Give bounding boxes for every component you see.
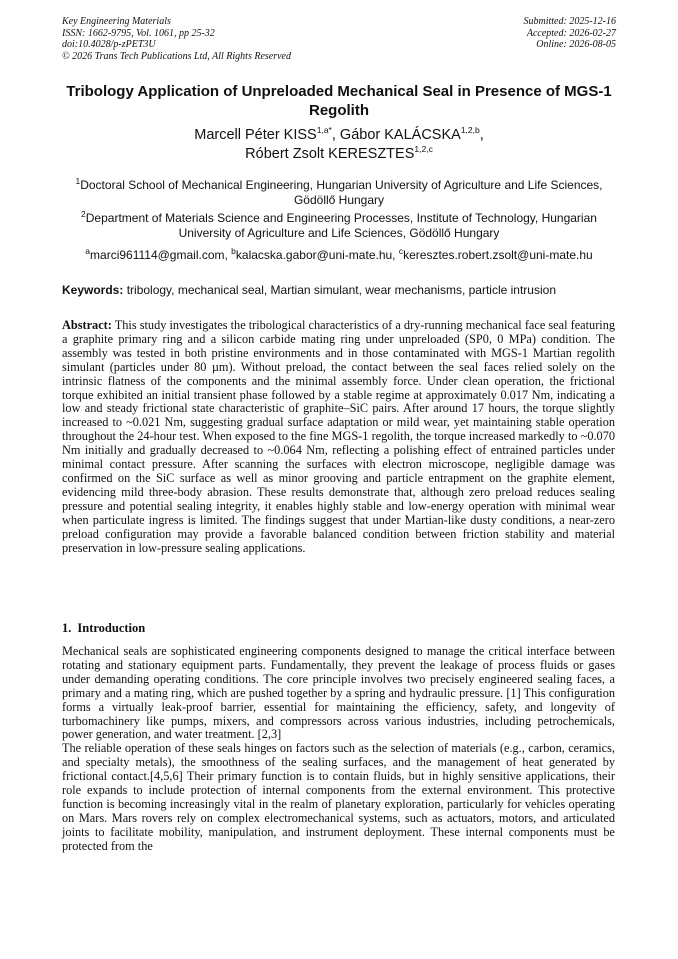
email-marker: c [398, 246, 404, 256]
email-marker: b [231, 246, 236, 256]
abstract-label: Abstract: [62, 318, 112, 332]
journal-header-left [62, 16, 291, 62]
author-name: Róbert Zsolt KERESZTES [245, 146, 415, 162]
author-affil-marker: 1,2,b [460, 125, 480, 136]
email-link[interactable]: keresztes.robert.zsolt@uni-mate.hu [403, 248, 593, 262]
email-link[interactable]: kalacska.gabor@uni-mate.hu [235, 248, 393, 262]
keywords-text: tribology, mechanical seal, Martian simulant, wear mechanisms, particle intrusion [126, 283, 556, 297]
submitted-date: Submitted: 2025-12-16 [523, 16, 616, 27]
author-affil-marker: 1,a* [316, 125, 332, 136]
abstract-text: This study investigates the tribological characteristics of a dry-running mechanical face seal featuring a graphite primary ring and a silicon carbide mating ring under unpreloaded (SP0, 0 MPa) condition. The assembly was tested in both pristine environments and in those contaminated with MGS-1 Martian regolith simulant (particles under 80 µm). Without preload, the contact between the seal faces relied solely on the intrinsic flatness of the components and the minimal assembly force. Under clean operation, the frictional torque exhibited an initial transient phase followed by a stable regime at approximately 0.017 Nm, indicating a low and steady frictional state characteristic of graphite–SiC pairs. After around 17 hours, the torque slightly increased to ~0.021 Nm, suggesting gradual surface adaptation or mild wear, yet maintaining stable operation throughout the 24-hour test. When exposed to the fine MGS-1 regolith, the torque increased markedly to ~0.070 Nm initially and gradually decreased to ~0.064 Nm, reflecting a polishing effect of entrained particles under minimal contact pressure. After scanning the surfaces with electron microscope, negligible damage was confirmed on the SiC surface as well as minor grooving and particle entrapment on the graphite element, evidencing mild three-body abrasion. These results demonstrate that, although zero preload reduces sealing pressure and potential sealing integrity, it enables highly stable and low-energy operation with minimal wear when particulate ingress is limited. The findings suggest that under Martian-like dusty conditions, a near-zero preload configuration may provide a favorable balanced condition between friction stability and material preservation in low-pressure sealing applications. [62, 318, 615, 555]
affiliation-text: Department of Materials Science and Engineering Processes, Institute of Technology, Hungarian University of Agriculture and Life Sciences, Gödöllő Hungary [85, 211, 597, 240]
author-list: Marcell Péter $KISS^{1,a*}$, Gábor KALÁCSKA$^{1,2,b}$, Róbert Zsolt KERESZTES$^{1,2,c}$ [194, 125, 484, 162]
affiliation-text: Doctoral School of Mechanical Engineering, Hungarian University of Agriculture and Life Sciences, Gödöllő Hungary [80, 178, 603, 207]
section-title: Introduction [77, 621, 146, 635]
abstract [62, 319, 615, 555]
paragraph: The reliable operation of these seals hinges on factors such as the selection of materials (e.g., carbon, ceramics, and specialty metals), the smoothness of the sealing surfaces, and the management of heat generated by frictional contact.[4,5,6] Their primary function is to contain fluids, but in highly sensitive applications, their role expands to include protection of internal components from the external environment. This protective function is becoming increasingly vital in the realm of planetary exploration, particularly for vehicles operating on Mars. Mars rovers rely on complex electromechanical systems, such as actuators, motors, and articulated joints to facilitate mobility, manipulation, and instrument deployment. These internal components must be protected from the [62, 741, 615, 853]
keywords-label: Keywords: [62, 283, 124, 297]
copyright-line: © 2026 Trans Tech Publications Ltd, All Rights Reserved [62, 50, 291, 62]
affiliation-1 [62, 178, 616, 208]
journal-name: Key Engineering Materials [62, 16, 171, 27]
author-name: Gábor KALÁCSKA [339, 127, 461, 143]
introduction-body [62, 645, 615, 854]
paper-title: Tribology Application of Unpreloaded Mechanical Seal in Presence of MGS-1 Regolith [66, 83, 612, 119]
section-number: 1. [62, 621, 72, 635]
author-name: Marcell Péter KISS [194, 127, 317, 143]
issn-line: ISSN: 1662-9795, Vol. 1061, pp 25-32 [62, 27, 215, 39]
author-emails: $^a$marci961114@gmail.com, $^b$kalacska.gabor@uni-mate.hu, $^c$keresztes.robert.zsolt@uni-mate.hu [85, 246, 593, 262]
email-link[interactable]: marci961114@gmail.com [90, 248, 225, 262]
doi-line: doi:10.4028/p-zPET3U [62, 39, 156, 50]
keywords [62, 283, 622, 298]
online-date: Online: 2026-08-05 [536, 39, 616, 50]
author-affil-marker: 1,2,c [414, 144, 433, 155]
journal-header-right [524, 16, 617, 51]
affiliation-marker: 2 [81, 209, 86, 219]
paragraph: Mechanical seals are sophisticated engineering components designed to manage the critical interface between rotating and stationary equipment parts. Fundamentally, they prevent the leakage of process fluids or gases under demanding operating conditions. The core principle involves two precisely engineered sealing faces, a primary and a mating ring, which are pushed together by a spring and hydraulic pressure. [1] This configuration forms a virtually leak-proof barrier, essential for maintaining the efficiency, safety, and longevity of turbomachinery like pumps, mixers, and compressors across various industries, including petrochemicals, power generation, and water treatment. [2,3] [62, 644, 615, 742]
accepted-date: Accepted: 2026-02-27 [526, 27, 616, 39]
section-heading-introduction [62, 621, 151, 636]
email-marker: a [85, 246, 91, 256]
affiliation-2 [62, 211, 616, 241]
affiliation-marker: 1 [75, 176, 81, 186]
